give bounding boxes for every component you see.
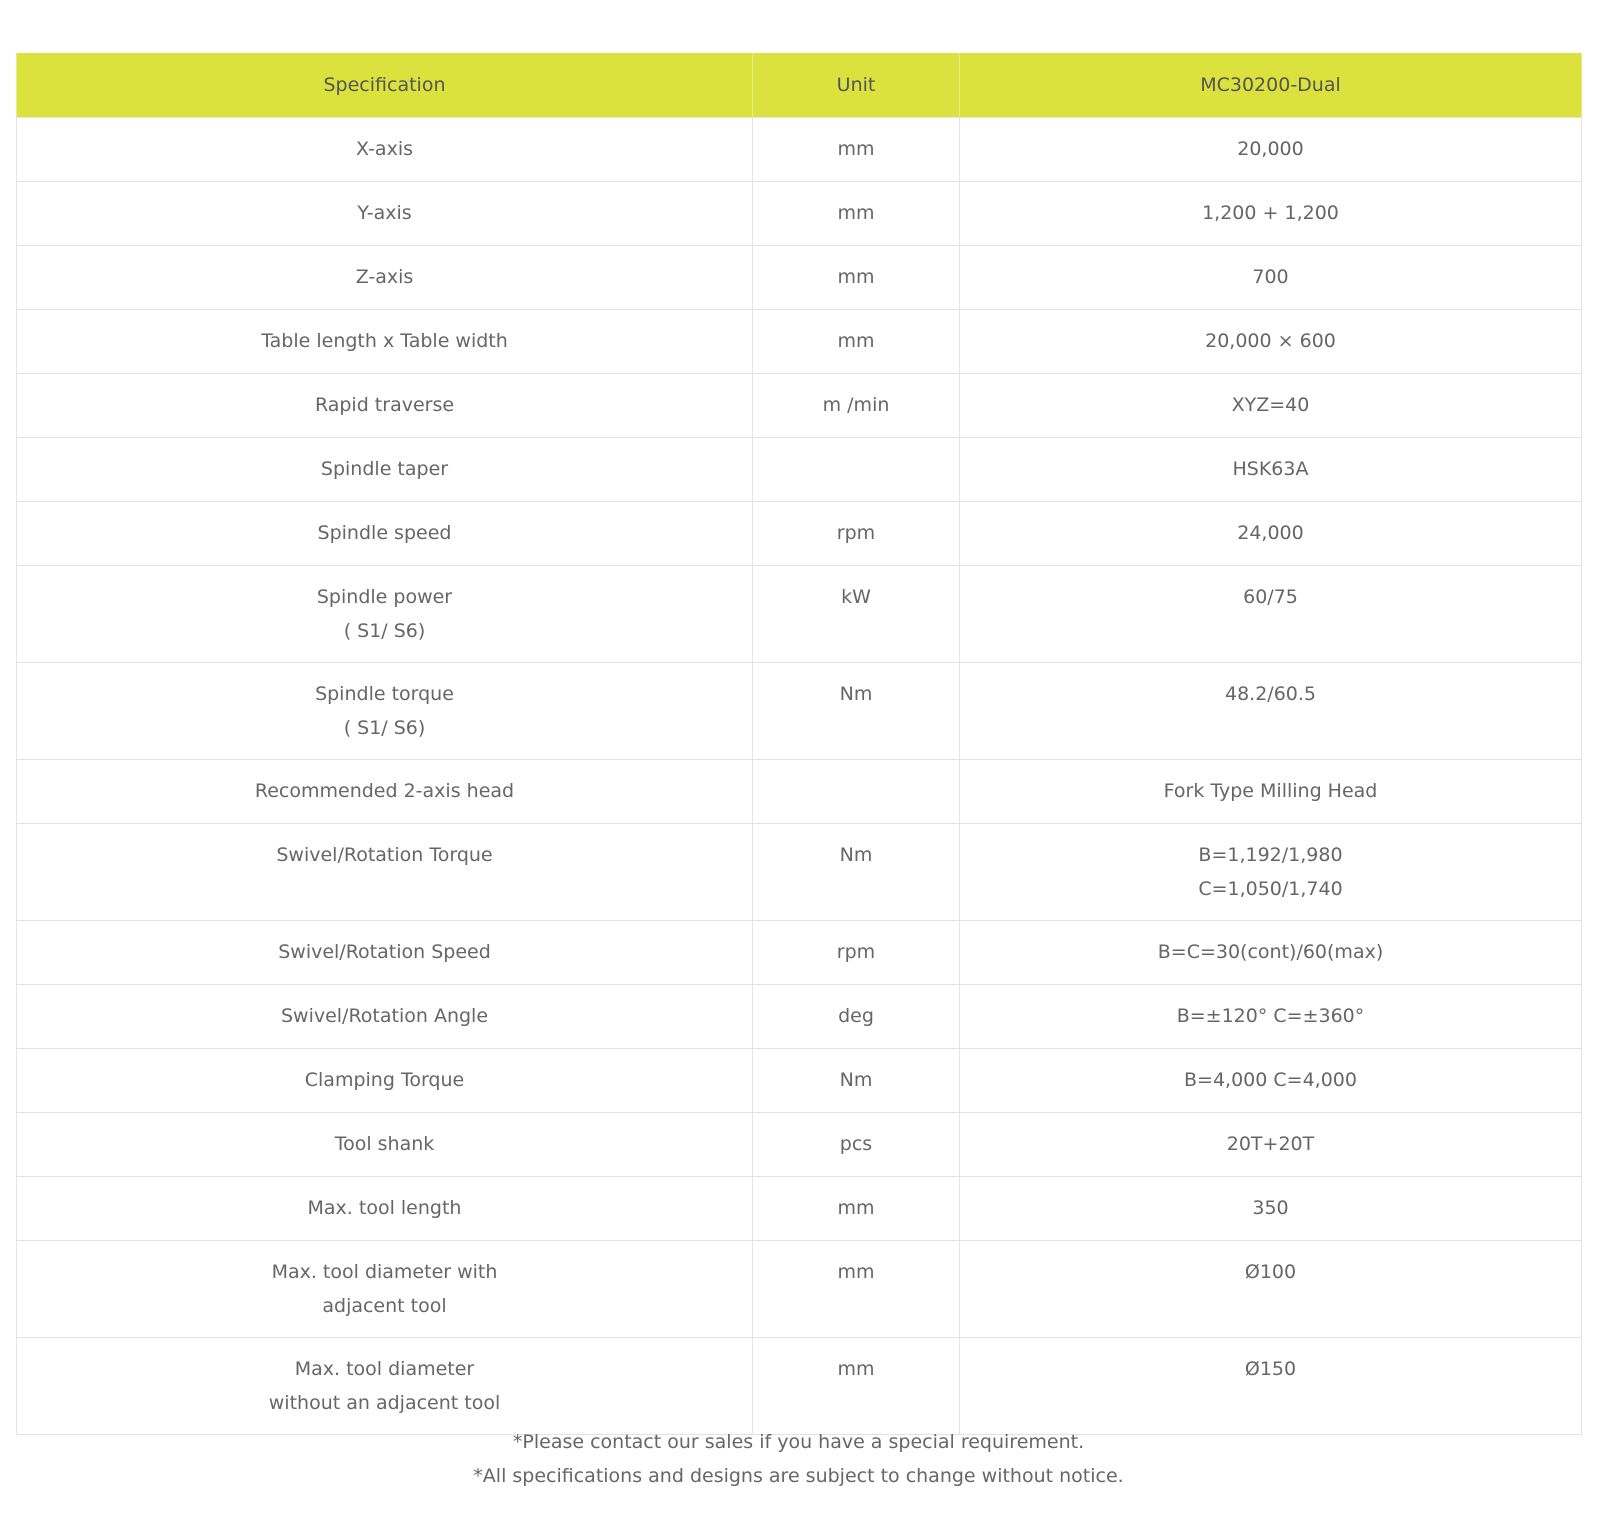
spec-label: Max. tool length: [307, 1197, 462, 1219]
value-cell: [960, 438, 1582, 502]
spec-cell: [17, 374, 753, 438]
header-model: MC30200-Dual: [960, 53, 1582, 118]
spec-label: Y-axis: [357, 202, 412, 224]
spec-table-header: [17, 53, 1582, 118]
spec-label: Table length x Table width: [261, 330, 508, 352]
spec-value: B=1,192/1,980: [1198, 844, 1343, 866]
spec-cell: [17, 1241, 753, 1338]
spec-table: [16, 53, 1582, 1435]
table-row: [17, 1338, 1582, 1435]
spec-cell: [17, 921, 753, 985]
spec-value: Ø150: [1244, 1358, 1297, 1380]
spec-cell: [17, 824, 753, 921]
spec-label: Spindle taper: [320, 458, 449, 480]
unit-cell: kW: [753, 566, 960, 663]
spec-value: 48.2/60.5: [1224, 683, 1316, 705]
spec-table-body: [17, 118, 1582, 1435]
unit-cell: mm: [753, 1241, 960, 1338]
header-row: [17, 53, 1582, 118]
spec-label: X-axis: [356, 138, 413, 160]
header-unit: Unit: [753, 53, 960, 118]
spec-value: 1,200 + 1,200: [1202, 202, 1339, 224]
spec-value: B=±120° C=±360°: [1176, 1005, 1365, 1027]
spec-cell: [17, 310, 753, 374]
spec-cell: [17, 118, 753, 182]
header-specification: Specification: [17, 53, 753, 118]
spec-cell: [17, 1177, 753, 1241]
spec-label-sub: ( S1/ S6): [343, 620, 426, 642]
spec-table-container: [16, 53, 1581, 1435]
value-cell: [960, 1177, 1582, 1241]
spec-label: Z-axis: [355, 266, 414, 288]
spec-label: Swivel/Rotation Angle: [280, 1005, 489, 1027]
unit-cell: mm: [753, 1338, 960, 1435]
table-row: [17, 1113, 1582, 1177]
table-row: [17, 566, 1582, 663]
spec-value: 60/75: [1243, 586, 1298, 608]
spec-label: Max. tool diameter with: [271, 1261, 498, 1283]
spec-cell: [17, 1113, 753, 1177]
unit-cell: m /min: [753, 374, 960, 438]
table-row: [17, 663, 1582, 760]
spec-cell: [17, 1338, 753, 1435]
table-row: [17, 760, 1582, 824]
unit-cell: mm: [753, 246, 960, 310]
spec-value: 24,000: [1237, 522, 1304, 544]
spec-cell: [17, 566, 753, 663]
table-row: [17, 1241, 1582, 1338]
unit-cell: [753, 438, 960, 502]
spec-label-sub: adjacent tool: [322, 1295, 447, 1317]
value-cell: [960, 502, 1582, 566]
spec-value: 20,000: [1237, 138, 1304, 160]
unit-cell: Nm: [753, 1049, 960, 1113]
spec-label: Spindle torque: [315, 683, 454, 705]
value-cell: [960, 118, 1582, 182]
table-row: [17, 921, 1582, 985]
unit-cell: pcs: [753, 1113, 960, 1177]
unit-cell: mm: [753, 118, 960, 182]
unit-cell: mm: [753, 310, 960, 374]
unit-cell: Nm: [753, 824, 960, 921]
value-cell: [960, 760, 1582, 824]
spec-value: 20T+20T: [1226, 1133, 1315, 1155]
spec-cell: [17, 985, 753, 1049]
spec-cell: [17, 1049, 753, 1113]
spec-label: Spindle speed: [317, 522, 452, 544]
spec-label: Max. tool diameter: [294, 1358, 475, 1380]
spec-value: 20,000 × 600: [1205, 330, 1336, 352]
footnote-special-requirement: *Please contact our sales if you have a special requirement.: [512, 1431, 1085, 1453]
value-cell: [960, 824, 1582, 921]
spec-label-sub: without an adjacent tool: [268, 1392, 501, 1414]
table-row: [17, 118, 1582, 182]
unit-cell: rpm: [753, 502, 960, 566]
value-cell: [960, 246, 1582, 310]
spec-cell: [17, 246, 753, 310]
value-cell: [960, 1338, 1582, 1435]
spec-value: B=4,000 C=4,000: [1184, 1069, 1357, 1091]
table-row: [17, 824, 1582, 921]
unit-cell: mm: [753, 1177, 960, 1241]
table-row: [17, 374, 1582, 438]
spec-label: Clamping Torque: [304, 1069, 465, 1091]
table-row: [17, 182, 1582, 246]
unit-cell: Nm: [753, 663, 960, 760]
value-cell: [960, 182, 1582, 246]
value-cell: [960, 1113, 1582, 1177]
value-cell: [960, 566, 1582, 663]
spec-label: Rapid traverse: [314, 394, 455, 416]
spec-label: Recommended 2-axis head: [254, 780, 515, 802]
unit-cell: rpm: [753, 921, 960, 985]
value-cell: [960, 310, 1582, 374]
spec-cell: [17, 663, 753, 760]
value-cell: [960, 1241, 1582, 1338]
spec-cell: [17, 760, 753, 824]
spec-value: 350: [1252, 1197, 1289, 1219]
spec-value: 700: [1252, 266, 1289, 288]
table-row: [17, 1177, 1582, 1241]
spec-cell: [17, 438, 753, 502]
table-row: [17, 1049, 1582, 1113]
spec-value: HSK63A: [1232, 458, 1309, 480]
table-row: [17, 246, 1582, 310]
spec-value: XYZ=40: [1231, 394, 1310, 416]
spec-label: Swivel/Rotation Speed: [278, 941, 491, 963]
spec-value: Ø100: [1244, 1261, 1297, 1283]
value-cell: [960, 374, 1582, 438]
value-cell: [960, 1049, 1582, 1113]
spec-label-sub: ( S1/ S6): [343, 717, 426, 739]
spec-cell: [17, 182, 753, 246]
spec-value-sub: C=1,050/1,740: [1198, 878, 1343, 900]
spec-cell: [17, 502, 753, 566]
table-row: [17, 985, 1582, 1049]
value-cell: [960, 663, 1582, 760]
spec-value: Fork Type Milling Head: [1163, 780, 1378, 802]
spec-value: B=C=30(cont)/60(max): [1157, 941, 1384, 963]
spec-label: Spindle power: [316, 586, 453, 608]
unit-cell: mm: [753, 182, 960, 246]
value-cell: [960, 985, 1582, 1049]
footnotes: [16, 1425, 1581, 1493]
footnote-subject-to-change: *All specifications and designs are subject to change without notice.: [473, 1465, 1124, 1487]
unit-cell: [753, 760, 960, 824]
value-cell: [960, 921, 1582, 985]
table-row: [17, 310, 1582, 374]
table-row: [17, 438, 1582, 502]
spec-label: Swivel/Rotation Torque: [276, 844, 493, 866]
spec-label: Tool shank: [334, 1133, 435, 1155]
table-row: [17, 502, 1582, 566]
unit-cell: deg: [753, 985, 960, 1049]
